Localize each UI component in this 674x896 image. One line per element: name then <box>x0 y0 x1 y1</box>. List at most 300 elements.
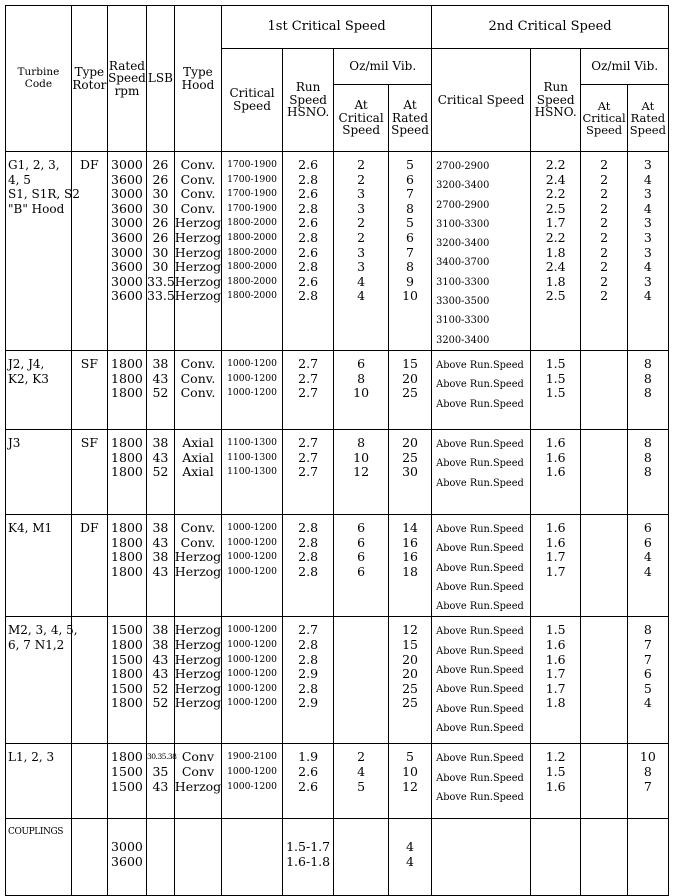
vr1-value <box>389 819 431 840</box>
run1-value: 2.8 <box>298 534 319 550</box>
vc2-value: 2 <box>600 229 609 245</box>
rotor-cell <box>71 514 107 616</box>
lsb-value: 43 <box>152 370 169 386</box>
turbine-code-line: 6, 7 N1,2 <box>8 638 65 653</box>
vr1-value: 8 <box>406 200 414 216</box>
hood-value: Herzog <box>174 288 222 304</box>
vc2-value: 2 <box>600 288 609 304</box>
run1-value: 2.8 <box>298 288 319 304</box>
lsb-value: 38 <box>152 637 169 653</box>
table-row <box>6 152 669 351</box>
vr1-cell <box>388 617 431 744</box>
vc2-cell <box>581 617 627 744</box>
vr1-value: 25 <box>402 385 418 401</box>
hood-value: Conv. <box>180 534 216 550</box>
crit2-value: Above Run.Speed <box>436 772 524 784</box>
vr1-value: 20 <box>402 651 418 667</box>
vc1-cell <box>334 514 389 616</box>
crit1-value: 1100-1300 <box>227 436 277 448</box>
lsb-value: 52 <box>152 464 169 480</box>
hood-value: Axial <box>182 434 214 450</box>
run1-value: 2.9 <box>298 695 319 711</box>
hood-value: Herzog <box>174 229 222 245</box>
vr2-cell <box>627 819 668 896</box>
rated-value: 3600 <box>111 288 143 304</box>
hood-cell <box>174 617 221 744</box>
run2-cell <box>530 429 580 514</box>
crit2-cell <box>432 617 531 744</box>
vr1-cell <box>388 152 431 351</box>
run2-value: 1.7 <box>545 215 566 231</box>
rated-value: 1800 <box>111 749 143 765</box>
vr1-value: 5 <box>406 157 414 172</box>
run1-value: 2.6 <box>298 157 319 172</box>
crit2-value: 3100-3300 <box>436 315 490 327</box>
vc2-value: 2 <box>600 244 609 260</box>
crit1-cell <box>222 350 283 429</box>
vc1-value: 4 <box>357 764 366 780</box>
vr2-cell <box>627 744 668 819</box>
crit1-value: 1000-1200 <box>227 697 277 709</box>
vr2-value: 3 <box>643 157 652 172</box>
crit2-cell <box>432 152 531 351</box>
rotor-cell <box>71 350 107 429</box>
crit1-value: 1700-1900 <box>227 202 277 214</box>
crit1-value: 1800-2000 <box>227 217 277 229</box>
vr2-value: 8 <box>643 622 652 638</box>
vr2-value: 4 <box>643 695 652 711</box>
vr1-value: 30 <box>402 464 418 480</box>
vc1-value: 8 <box>357 434 366 450</box>
vr2-value: 4 <box>643 200 652 216</box>
vr1-value: 20 <box>402 666 418 682</box>
run2-value: 1.7 <box>545 549 566 565</box>
vr2-cell <box>627 514 668 616</box>
run2-value: 1.5 <box>545 385 566 401</box>
hood-value: Herzog <box>174 215 222 231</box>
run2-value: 1.7 <box>545 563 566 579</box>
rated-value: 3000 <box>111 244 143 260</box>
vr1-value: 10 <box>402 288 418 304</box>
hood-cell <box>174 429 221 514</box>
vr2-value: 8 <box>643 385 652 401</box>
crit2-value: 3100-3300 <box>436 218 490 230</box>
vr1-value: 10 <box>402 764 418 780</box>
crit2-value: Above Run.Speed <box>436 562 524 574</box>
run2-value: 1.2 <box>545 749 566 765</box>
crit2-value: Above Run.Speed <box>436 581 524 593</box>
turbine-code-line: J2, J4, <box>8 356 45 371</box>
vr1-value: 20 <box>402 370 418 386</box>
crit2-cell <box>432 744 531 819</box>
header-type-hood: Type Hood <box>174 6 221 152</box>
crit2-value: Above Run.Speed <box>436 626 524 638</box>
crit2-value: Above Run.Speed <box>436 543 524 555</box>
crit1-value: 1000-1200 <box>227 766 277 778</box>
crit1-value: 1000-1200 <box>227 668 277 680</box>
turbine-code-line: L1, 2, 3 <box>8 750 55 765</box>
rated-value: 1800 <box>111 355 143 371</box>
vr2-value: 6 <box>643 519 652 535</box>
vr2-value: 3 <box>643 229 652 245</box>
run1-value: 2.7 <box>298 449 319 465</box>
run1-value: 2.8 <box>298 563 319 579</box>
vr1-value: 20 <box>402 434 418 450</box>
rated-value: 3600 <box>111 259 143 275</box>
run2-value: 1.5 <box>545 764 566 780</box>
header-first-critical: 1st Critical Speed <box>222 6 432 49</box>
run1-value: 1.6-1.8 <box>286 853 331 869</box>
vc1-value: 2 <box>357 157 366 172</box>
lsb-cell <box>147 819 175 896</box>
run2-value: 1.5 <box>545 370 566 386</box>
hood-value: Herzog <box>174 244 222 260</box>
run2-value: 1.6 <box>545 651 566 667</box>
vr1-cell <box>388 744 431 819</box>
vc1-value: 6 <box>357 563 366 579</box>
crit1-value: 1800-2000 <box>227 290 277 302</box>
lsb-value: 30 <box>152 259 169 275</box>
table-row <box>6 617 669 744</box>
turbine-code-line: M2, 3, 4, 5, <box>8 623 78 638</box>
header-rated-speed: Rated Speed rpm <box>107 6 146 152</box>
vc2-value: 2 <box>600 157 609 172</box>
run1-value: 2.9 <box>298 666 319 682</box>
vc2-value: 2 <box>600 215 609 231</box>
lsb-value: 33.5 <box>147 273 175 289</box>
crit1-value: 1000-1200 <box>227 653 277 665</box>
rated-value: 3000 <box>111 273 143 289</box>
run2-value: 1.6 <box>545 449 566 465</box>
vr1-value: 16 <box>402 534 418 550</box>
header-at-critical-2: At Critical Speed <box>581 85 627 152</box>
rotor-cell <box>71 152 107 351</box>
vr2-value: 8 <box>643 434 652 450</box>
lsb-cell <box>147 350 175 429</box>
rated-value: 1800 <box>111 370 143 386</box>
vr1-value: 6 <box>406 229 414 245</box>
hood-cell <box>174 819 221 896</box>
turbine-code-line: K2, K3 <box>8 371 49 386</box>
run1-value: 2.6 <box>298 273 319 289</box>
hood-value: Herzog <box>174 273 222 289</box>
vc2-cell <box>581 152 627 351</box>
crit2-value: Above Run.Speed <box>436 438 524 450</box>
crit1-value: 1900-2100 <box>227 751 277 763</box>
crit2-cell <box>432 350 531 429</box>
vc1-cell <box>334 819 389 896</box>
vr2-cell <box>627 617 668 744</box>
vr1-value: 15 <box>402 637 418 653</box>
crit1-value: 1000-1200 <box>227 639 277 651</box>
crit2-value: Above Run.Speed <box>436 601 524 613</box>
vr1-value: 18 <box>402 563 418 579</box>
run1-cell <box>282 617 333 744</box>
lsb-value: 30 <box>152 186 169 202</box>
vr2-value: 7 <box>643 637 652 653</box>
vc1-value: 2 <box>357 229 366 245</box>
vr2-value: 6 <box>643 534 652 550</box>
crit2-cell <box>432 429 531 514</box>
vr1-cell <box>388 429 431 514</box>
run2-value: 2.5 <box>545 200 566 216</box>
lsb-cell <box>147 514 175 616</box>
hood-value: Conv <box>181 749 215 765</box>
vr2-value: 7 <box>643 651 652 667</box>
header-run-speed-1: Run Speed HSNO. <box>282 49 333 152</box>
turbine-code-cell <box>6 152 80 351</box>
crit2-value: 2700-2900 <box>436 161 490 172</box>
vr1-value: 16 <box>402 549 418 565</box>
crit2-value: Above Run.Speed <box>436 458 524 470</box>
rated-value: 1500 <box>111 622 143 638</box>
lsb-cell <box>147 429 175 514</box>
crit1-value: 1800-2000 <box>227 275 277 287</box>
rated-value: 1800 <box>111 534 143 550</box>
vc2-cell <box>581 514 627 616</box>
crit2-value: 3200-3400 <box>436 334 490 346</box>
rated-value: 1500 <box>111 651 143 667</box>
crit2-cell <box>432 819 531 896</box>
vc1-value: 3 <box>357 200 366 216</box>
crit2-value: Above Run.Speed <box>436 379 524 391</box>
run1-value: 2.6 <box>298 244 319 260</box>
hood-value: Axial <box>182 464 214 480</box>
header-at-critical-1: At Critical Speed <box>334 85 389 152</box>
crit1-value: 1000-1200 <box>227 682 277 694</box>
header-type-rotor: Type Rotor <box>71 6 107 152</box>
rated-value: 3000 <box>111 839 143 855</box>
rated-value: 1500 <box>111 680 143 696</box>
run2-cell <box>530 819 580 896</box>
table-row <box>6 350 669 429</box>
vc1-value: 2 <box>357 215 366 231</box>
table-row <box>6 429 669 514</box>
run1-value: 2.7 <box>298 464 319 480</box>
crit1-value: 1000-1200 <box>227 372 277 384</box>
crit1-value: 1100-1300 <box>227 451 277 463</box>
vc1-cell <box>334 429 389 514</box>
vr1-cell <box>388 350 431 429</box>
rated-value: 3000 <box>111 215 143 231</box>
vc2-value: 2 <box>600 200 609 216</box>
lsb-value: 43 <box>152 778 169 794</box>
lsb-value: 30 <box>152 244 169 260</box>
run1-value: 2.7 <box>298 385 319 401</box>
run1-value: 2.8 <box>298 549 319 565</box>
run2-value: 1.5 <box>545 622 566 638</box>
crit2-value: Above Run.Speed <box>436 477 524 489</box>
rated-cell <box>107 744 146 819</box>
rated-value: 1800 <box>111 549 143 565</box>
vc2-cell <box>581 350 627 429</box>
hood-value: Conv. <box>180 519 216 535</box>
run2-cell <box>530 744 580 819</box>
run2-value: 2.4 <box>545 171 566 187</box>
hood-cell <box>174 152 221 351</box>
vr2-cell <box>627 350 668 429</box>
rated-value: 1500 <box>111 778 143 794</box>
rated-cell <box>107 819 146 896</box>
hood-value: Axial <box>182 449 214 465</box>
vr1-value: 7 <box>406 186 414 202</box>
vc1-value: 3 <box>357 244 366 260</box>
header-critical-speed-2: Critical Speed <box>432 49 531 152</box>
vc1-value: 3 <box>357 186 366 202</box>
rated-cell <box>107 617 146 744</box>
turbine-code-cell <box>6 744 72 819</box>
vr2-cell <box>627 152 668 351</box>
run1-cell <box>282 152 333 351</box>
hood-value: Conv. <box>180 370 216 386</box>
vr2-cell <box>627 429 668 514</box>
turbine-code-line: "B" Hood <box>8 201 65 216</box>
vc2-value: 2 <box>600 171 609 187</box>
critical-speed-table-container <box>5 5 669 869</box>
vr2-value: 3 <box>643 215 652 231</box>
vc1-value: 8 <box>357 370 366 386</box>
run2-value: 1.6 <box>545 778 566 794</box>
vc1-value: 3 <box>357 259 366 275</box>
crit1-value: 1000-1200 <box>227 624 277 636</box>
table-row <box>6 744 669 819</box>
turbine-code-cell <box>6 819 72 896</box>
vr2-value: 3 <box>643 273 652 289</box>
vc1-cell <box>334 350 389 429</box>
rated-value: 1800 <box>111 464 143 480</box>
run1-value: 2.8 <box>298 171 319 187</box>
crit1-value: 1800-2000 <box>227 261 277 273</box>
lsb-value: 38 <box>152 434 169 450</box>
lsb-value: 43 <box>152 534 169 550</box>
vr2-value: 10 <box>639 749 656 765</box>
vc2-cell <box>581 744 627 819</box>
vc1-value: 10 <box>353 385 370 401</box>
crit2-value: Above Run.Speed <box>436 753 524 765</box>
rated-value <box>108 819 146 840</box>
hood-value: Herzog <box>174 259 222 275</box>
rated-value: 1800 <box>111 449 143 465</box>
run2-cell <box>530 617 580 744</box>
run1-value: 2.8 <box>298 519 319 535</box>
run1-value: 2.6 <box>298 778 319 794</box>
vc1-value: 2 <box>357 749 366 765</box>
hood-value: Conv. <box>180 186 216 202</box>
lsb-value: 26 <box>152 157 169 172</box>
vr1-cell <box>388 514 431 616</box>
run2-value: 1.6 <box>545 519 566 535</box>
lsb-value: 43 <box>152 449 169 465</box>
rated-value: 3600 <box>111 853 143 869</box>
run2-cell <box>530 152 580 351</box>
lsb-value: 35 <box>152 764 169 780</box>
run2-value: 1.6 <box>545 434 566 450</box>
run2-value: 1.7 <box>545 680 566 696</box>
lsb-value: 26 <box>152 229 169 245</box>
turbine-code-cell <box>6 514 72 616</box>
crit2-value: Above Run.Speed <box>436 665 524 677</box>
vr1-value: 4 <box>406 853 414 869</box>
lsb-cell <box>147 744 175 819</box>
lsb-value: 38 <box>152 549 169 565</box>
vc2-value: 2 <box>600 186 609 202</box>
run2-value: 1.8 <box>545 244 566 260</box>
header-lsb: LSB <box>147 6 175 152</box>
run1-value: 2.8 <box>298 637 319 653</box>
vc1-cell <box>334 152 389 351</box>
vr1-value: 25 <box>402 680 418 696</box>
turbine-code-cell <box>6 429 72 514</box>
header-at-rated-2: At Rated Speed <box>627 85 668 152</box>
crit2-value: Above Run.Speed <box>436 359 524 371</box>
vr1-value: 12 <box>402 778 418 794</box>
turbine-code-cell <box>6 350 72 429</box>
rated-value: 3600 <box>111 171 143 187</box>
lsb-value: 38 <box>152 622 169 638</box>
turbine-code-line: S1, S1R, S2 <box>8 187 80 202</box>
vr2-value: 4 <box>643 563 652 579</box>
hood-value: Conv <box>181 764 215 780</box>
header-run-speed-2: Run Speed HSNO. <box>530 49 580 152</box>
hood-value: Herzog <box>174 549 222 565</box>
lsb-value: 26 <box>152 171 169 187</box>
crit1-value: 1000-1200 <box>227 521 277 533</box>
crit2-value: 3300-3500 <box>436 296 490 308</box>
lsb-value: 43 <box>152 563 169 579</box>
crit1-value: 1000-1200 <box>227 536 277 548</box>
rated-cell <box>107 350 146 429</box>
rated-value: 1800 <box>111 637 143 653</box>
lsb-value: 52 <box>152 385 169 401</box>
vc1-value: 6 <box>357 355 366 371</box>
run2-value: 2.4 <box>545 259 566 275</box>
crit1-cell <box>222 617 283 744</box>
crit2-value: Above Run.Speed <box>436 684 524 696</box>
rotor-value: SF <box>80 434 99 450</box>
lsb-value: 30 <box>152 200 169 216</box>
run1-value: 2.7 <box>298 370 319 386</box>
turbine-code-cell <box>6 617 78 744</box>
vc1-value: 5 <box>357 778 366 794</box>
lsb-value: 33.5 <box>147 288 175 304</box>
critical-speed-table <box>5 5 669 896</box>
rated-value: 1800 <box>111 519 143 535</box>
run1-value: 2.8 <box>298 200 319 216</box>
hood-value: Herzog <box>174 637 222 653</box>
crit1-value: 1700-1900 <box>227 188 277 200</box>
rotor-value: DF <box>80 157 99 172</box>
rotor-value: SF <box>80 355 99 371</box>
vr1-value: 7 <box>406 244 414 260</box>
run1-value: 2.8 <box>298 651 319 667</box>
rotor-cell <box>71 744 107 819</box>
rated-value: 1800 <box>111 666 143 682</box>
run1-value: 2.6 <box>298 186 319 202</box>
turbine-code-line: G1, 2, 3, <box>8 158 60 172</box>
vr1-value: 4 <box>406 839 414 855</box>
lsb-value: 52 <box>152 680 169 696</box>
vr1-value: 5 <box>406 749 414 765</box>
vr2-value: 4 <box>643 288 652 304</box>
crit2-value: Above Run.Speed <box>436 523 524 535</box>
hood-value: Conv. <box>180 171 216 187</box>
crit2-value: Above Run.Speed <box>436 398 524 410</box>
vc1-value: 6 <box>357 519 366 535</box>
lsb-value: 38 <box>152 519 169 535</box>
vc1-cell <box>334 617 389 744</box>
run1-value: 2.8 <box>298 259 319 275</box>
hood-value: Herzog <box>174 622 222 638</box>
